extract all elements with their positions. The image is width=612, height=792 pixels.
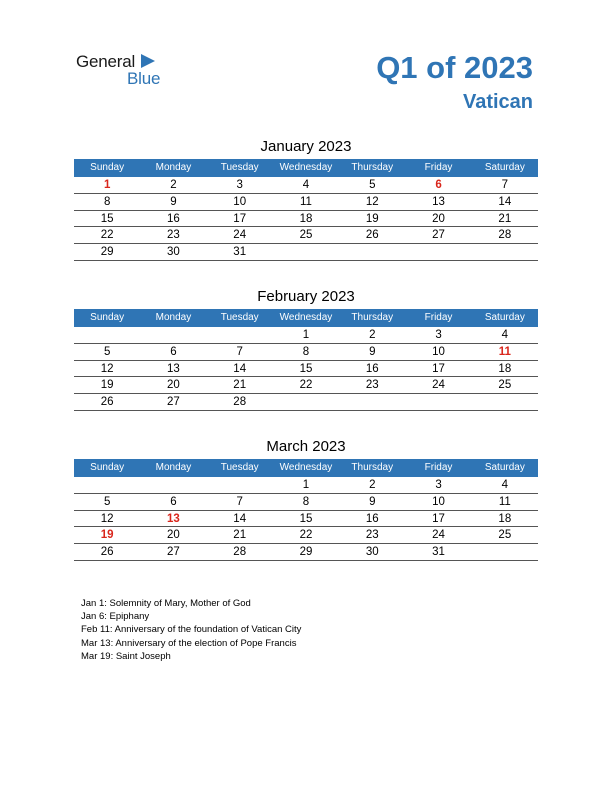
day-cell: 16 xyxy=(365,362,379,375)
day-cell: 31 xyxy=(432,546,445,559)
week-row xyxy=(74,527,538,544)
day-cell: 5 xyxy=(103,495,111,508)
day-cell: 23 xyxy=(365,529,379,542)
day-cell: 23 xyxy=(365,379,379,392)
day-cell: 20 xyxy=(432,212,445,225)
day-cell: 25 xyxy=(498,379,512,392)
empty-day-cell xyxy=(273,394,339,410)
weekday-label: Tuesday xyxy=(220,162,259,173)
empty-day-cell xyxy=(405,244,471,260)
day-cell: 20 xyxy=(167,379,180,392)
day-cell: 20 xyxy=(167,529,180,542)
month-title: February 2023 xyxy=(257,288,355,305)
day-cell: 26 xyxy=(100,546,114,559)
weekday-label: Monday xyxy=(155,462,192,473)
day-cell: 3 xyxy=(435,329,442,341)
holiday-note: Feb 11: Anniversary of the foundation of Vatican City xyxy=(81,624,302,636)
weekday-header xyxy=(74,309,538,327)
day-cell: 17 xyxy=(432,512,445,525)
day-cell: 2 xyxy=(369,329,376,341)
weekday-label: Saturday xyxy=(484,462,525,473)
day-cell: 30 xyxy=(365,546,379,559)
empty-day-cell xyxy=(472,244,538,260)
brand-logo xyxy=(76,52,196,92)
holiday-day-cell: 11 xyxy=(498,345,511,358)
week-rows xyxy=(74,177,538,261)
day-cell: 29 xyxy=(299,546,313,559)
month-title: January 2023 xyxy=(260,138,352,155)
weekday-label: Monday xyxy=(155,162,192,173)
day-cell: 4 xyxy=(501,329,509,341)
day-cell: 6 xyxy=(170,495,177,508)
holiday-notes xyxy=(81,597,301,663)
day-cell: 8 xyxy=(103,195,111,208)
week-row xyxy=(74,194,538,211)
holiday-note: Jan 1: Solemnity of Mary, Mother of God xyxy=(81,598,251,609)
day-cell: 15 xyxy=(299,512,313,525)
week-rows xyxy=(74,477,538,561)
logo-flag-icon xyxy=(141,54,155,68)
weekday-label: Saturday xyxy=(484,312,525,323)
day-cell: 10 xyxy=(233,195,247,208)
day-cell: 4 xyxy=(302,179,310,191)
day-cell: 9 xyxy=(369,345,376,358)
day-cell: 8 xyxy=(302,345,310,358)
day-cell: 4 xyxy=(501,479,509,491)
day-cell: 19 xyxy=(100,379,114,392)
weekday-label: Sunday xyxy=(90,162,125,173)
empty-day-cell xyxy=(339,244,405,260)
day-cell: 27 xyxy=(432,229,445,242)
day-cell: 3 xyxy=(236,179,243,191)
day-cell: 1 xyxy=(302,479,310,491)
empty-day-cell xyxy=(273,244,339,260)
weekday-label: Wednesday xyxy=(279,312,333,323)
week-row xyxy=(74,494,538,511)
empty-day-cell xyxy=(207,477,273,493)
empty-day-cell xyxy=(74,327,140,343)
day-cell: 14 xyxy=(233,362,247,375)
week-row xyxy=(74,177,538,194)
day-cell: 12 xyxy=(100,512,114,525)
empty-day-cell xyxy=(472,544,538,560)
weekday-label: Wednesday xyxy=(279,162,333,173)
day-cell: 18 xyxy=(299,212,313,225)
week-row xyxy=(74,361,538,378)
weekday-label: Wednesday xyxy=(279,462,333,473)
day-cell: 9 xyxy=(170,195,177,208)
day-cell: 13 xyxy=(167,362,180,375)
day-cell: 18 xyxy=(498,362,512,375)
day-cell: 15 xyxy=(299,362,313,375)
empty-day-cell xyxy=(472,394,538,410)
week-rows xyxy=(74,327,538,411)
day-cell: 7 xyxy=(236,345,243,358)
day-cell: 6 xyxy=(170,345,177,358)
day-cell: 22 xyxy=(299,529,313,542)
week-row xyxy=(74,244,538,261)
day-cell: 7 xyxy=(501,179,509,191)
week-row xyxy=(74,544,538,561)
day-cell: 11 xyxy=(498,495,511,508)
holiday-note: Mar 13: Anniversary of the election of Pope Francis xyxy=(81,637,297,649)
holiday-day-cell: 13 xyxy=(167,512,180,525)
weekday-label: Saturday xyxy=(484,162,525,173)
week-row xyxy=(74,394,538,411)
holiday-day-cell: 1 xyxy=(103,179,111,191)
day-cell: 28 xyxy=(233,396,247,409)
day-cell: 14 xyxy=(233,512,247,525)
empty-day-cell xyxy=(74,477,140,493)
day-cell: 17 xyxy=(233,212,247,225)
day-cell: 21 xyxy=(233,529,247,542)
day-cell: 22 xyxy=(299,379,313,392)
day-cell: 16 xyxy=(365,512,379,525)
day-cell: 24 xyxy=(233,229,247,242)
logo-text-blue: Blue xyxy=(127,69,161,88)
day-cell: 23 xyxy=(167,229,180,242)
weekday-header xyxy=(74,459,538,477)
day-cell: 22 xyxy=(100,229,114,242)
day-cell: 10 xyxy=(432,495,445,508)
day-cell: 28 xyxy=(233,546,247,559)
month-calendar-march xyxy=(74,436,538,561)
weekday-label: Friday xyxy=(424,162,453,173)
empty-day-cell xyxy=(339,394,405,410)
day-cell: 26 xyxy=(100,396,114,409)
weekday-label: Friday xyxy=(424,462,453,473)
day-cell: 9 xyxy=(369,495,376,508)
weekday-label: Tuesday xyxy=(220,312,259,323)
day-cell: 10 xyxy=(432,345,445,358)
day-cell: 21 xyxy=(498,212,512,225)
day-cell: 29 xyxy=(100,246,114,259)
weekday-label: Monday xyxy=(155,312,192,323)
day-cell: 27 xyxy=(167,546,180,559)
empty-day-cell xyxy=(140,327,206,343)
day-cell: 17 xyxy=(432,362,445,375)
logo-text-general: General xyxy=(76,52,136,71)
quarter-title: Q1 of 2023 xyxy=(376,50,533,85)
holiday-note: Jan 6: Epiphany xyxy=(81,611,150,623)
month-calendar-january xyxy=(74,136,538,261)
day-cell: 12 xyxy=(100,362,114,375)
day-cell: 27 xyxy=(167,396,180,409)
week-row xyxy=(74,377,538,394)
week-row xyxy=(74,327,538,344)
day-cell: 13 xyxy=(432,195,445,208)
day-cell: 28 xyxy=(498,229,512,242)
day-cell: 7 xyxy=(236,495,243,508)
day-cell: 18 xyxy=(498,512,512,525)
day-cell: 25 xyxy=(299,229,313,242)
day-cell: 26 xyxy=(365,229,379,242)
day-cell: 5 xyxy=(369,179,376,191)
empty-day-cell xyxy=(207,327,273,343)
day-cell: 5 xyxy=(103,345,111,358)
day-cell: 31 xyxy=(233,246,247,259)
weekday-label: Thursday xyxy=(351,162,394,173)
day-cell: 19 xyxy=(365,212,379,225)
week-row xyxy=(74,511,538,528)
month-title: March 2023 xyxy=(266,438,346,455)
weekday-label: Sunday xyxy=(90,462,125,473)
day-cell: 12 xyxy=(365,195,379,208)
weekday-label: Friday xyxy=(424,312,453,323)
holiday-day-cell: 19 xyxy=(100,529,114,542)
weekday-label: Thursday xyxy=(351,312,394,323)
week-row xyxy=(74,211,538,228)
holiday-day-cell: 6 xyxy=(435,179,442,191)
week-row xyxy=(74,477,538,494)
month-calendar-february xyxy=(74,286,538,411)
empty-day-cell xyxy=(140,477,206,493)
weekday-label: Tuesday xyxy=(220,462,259,473)
week-row xyxy=(74,227,538,244)
day-cell: 14 xyxy=(498,195,512,208)
day-cell: 2 xyxy=(369,479,376,491)
day-cell: 2 xyxy=(170,179,177,191)
day-cell: 24 xyxy=(432,379,445,392)
empty-day-cell xyxy=(405,394,471,410)
weekday-label: Sunday xyxy=(90,312,125,323)
day-cell: 8 xyxy=(302,495,310,508)
country-name: Vatican xyxy=(462,91,533,113)
day-cell: 11 xyxy=(300,195,312,208)
weekday-label: Thursday xyxy=(351,462,394,473)
weekday-header xyxy=(74,159,538,177)
day-cell: 25 xyxy=(498,529,512,542)
day-cell: 15 xyxy=(100,212,114,225)
day-cell: 24 xyxy=(432,529,445,542)
day-cell: 21 xyxy=(233,379,247,392)
day-cell: 3 xyxy=(435,479,442,491)
week-row xyxy=(74,344,538,361)
day-cell: 16 xyxy=(167,212,180,225)
day-cell: 1 xyxy=(302,329,310,341)
holiday-note: Mar 19: Saint Joseph xyxy=(81,650,171,662)
day-cell: 30 xyxy=(167,246,180,259)
